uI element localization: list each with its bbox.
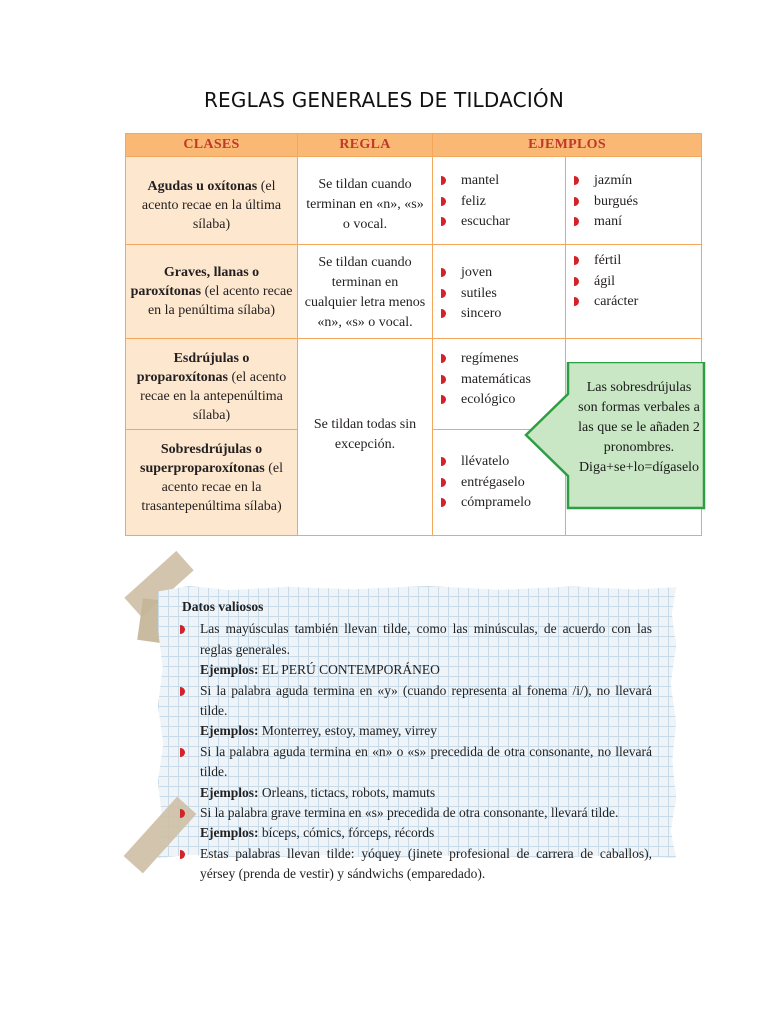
- list-item: jazmín: [572, 171, 697, 192]
- list-item: cómpramelo: [439, 493, 561, 514]
- regla-cell-shared: Se tildan todas sin excepción.: [298, 339, 433, 536]
- page-title: REGLAS GENERALES DE TILDACIÓN: [203, 88, 565, 112]
- table-row: [126, 245, 702, 339]
- clase-description: (el acento recae en la penúltima sílaba): [147, 284, 293, 318]
- note-content: [182, 597, 652, 885]
- bullet-icon: [574, 297, 579, 306]
- list-item: carácter: [572, 292, 697, 313]
- callout-text: Las sobresdrújulas son formas verbales a las que se le añaden 2 pronombres. Diga+se+lo=dígaselo: [578, 380, 700, 475]
- clase-description: (el acento recae en la última sílaba): [141, 179, 282, 232]
- clase-cell: [126, 245, 298, 339]
- bullet-icon: [441, 354, 446, 363]
- list-item: Si la palabra aguda termina en «n» o «s» precedida de otra consonante, no llevará tilde. Ejemplos: Orleans, tictacs, robots, mamuts: [182, 742, 652, 803]
- list-item: joven: [439, 263, 561, 284]
- bullet-icon: [180, 687, 185, 696]
- examples-cell: [433, 157, 566, 245]
- table-row: [126, 157, 702, 245]
- bullet-icon: [441, 478, 446, 487]
- clase-description: (el acento recae en la trasantepenúltima sílaba): [141, 461, 283, 514]
- bullet-icon: [574, 217, 579, 226]
- header-clases: CLASES: [126, 134, 298, 157]
- note-list: [182, 619, 652, 884]
- clase-name: Agudas u oxítonas: [147, 179, 258, 194]
- bullet-icon: [574, 176, 579, 185]
- list-item: Estas palabras llevan tilde: yóquey (jinete profesional de carrera de caballos), yérsey (prenda de vestir) y sándwichs (emparedado).: [182, 844, 652, 885]
- clase-cell: [126, 157, 298, 245]
- list-item: sincero: [439, 304, 561, 325]
- list-item: Las mayúsculas también llevan tilde, como las minúsculas, de acuerdo con las reglas generales. Ejemplos: EL PERÚ CONTEMPORÁNEO: [182, 619, 652, 680]
- bullet-icon: [441, 176, 446, 185]
- list-item: entrégaselo: [439, 473, 561, 494]
- bullet-icon: [441, 395, 446, 404]
- list-item: ecológico: [439, 390, 561, 411]
- bullet-icon: [441, 197, 446, 206]
- list-item: escuchar: [439, 212, 561, 233]
- bullet-icon: [441, 375, 446, 384]
- examples-cell: [433, 245, 566, 339]
- list-item: matemáticas: [439, 370, 561, 391]
- note-title: Datos valiosos: [182, 599, 264, 614]
- bullet-icon: [574, 256, 579, 265]
- clase-cell: [126, 339, 298, 430]
- list-item: Si la palabra aguda termina en «y» (cuando representa al fonema /i/), no llevará tilde. Ejemplos: Monterrey, estoy, mamey, virrey: [182, 681, 652, 742]
- list-item: burgués: [572, 192, 697, 213]
- bullet-icon: [180, 850, 185, 859]
- regla-cell: Se tildan cuando terminan en «n», «s» o vocal.: [298, 157, 433, 245]
- bullet-icon: [180, 748, 185, 757]
- list-item: ágil: [572, 272, 697, 293]
- examples-cell: [566, 245, 702, 339]
- list-item: mantel: [439, 171, 561, 192]
- bullet-icon: [574, 277, 579, 286]
- clase-name: Graves, llanas o paroxítonas: [130, 265, 260, 299]
- bullet-icon: [441, 457, 446, 466]
- bullet-icon: [441, 498, 446, 507]
- bullet-icon: [180, 625, 185, 634]
- bullet-icon: [574, 197, 579, 206]
- bullet-icon: [441, 217, 446, 226]
- bullet-icon: [441, 268, 446, 277]
- bullet-icon: [180, 809, 185, 818]
- examples-cell: [566, 157, 702, 245]
- list-item: fértil: [572, 251, 697, 272]
- clase-name: Sobresdrújulas o superproparoxítonas: [140, 442, 265, 476]
- regla-cell: Se tildan cuando terminan en cualquier letra menos «n», «s» o vocal.: [298, 245, 433, 339]
- list-item: feliz: [439, 192, 561, 213]
- list-item: maní: [572, 212, 697, 233]
- list-item: sutiles: [439, 284, 561, 305]
- sobresdrujulas-callout: [524, 362, 706, 510]
- clase-description: (el acento recae en la antepenúltima sílaba): [140, 370, 287, 423]
- header-ejemplos: EJEMPLOS: [433, 134, 702, 157]
- list-item: regímenes: [439, 349, 561, 370]
- clase-name: Esdrújulas o proparoxítonas: [136, 351, 250, 385]
- list-item: Si la palabra grave termina en «s» precedida de otra consonante, llevará tilde. Ejemplos: bíceps, cómics, fórceps, récords: [182, 803, 652, 844]
- bullet-icon: [441, 289, 446, 298]
- header-regla: REGLA: [298, 134, 433, 157]
- list-item: llévatelo: [439, 452, 561, 473]
- clase-cell: [126, 430, 298, 536]
- bullet-icon: [441, 309, 446, 318]
